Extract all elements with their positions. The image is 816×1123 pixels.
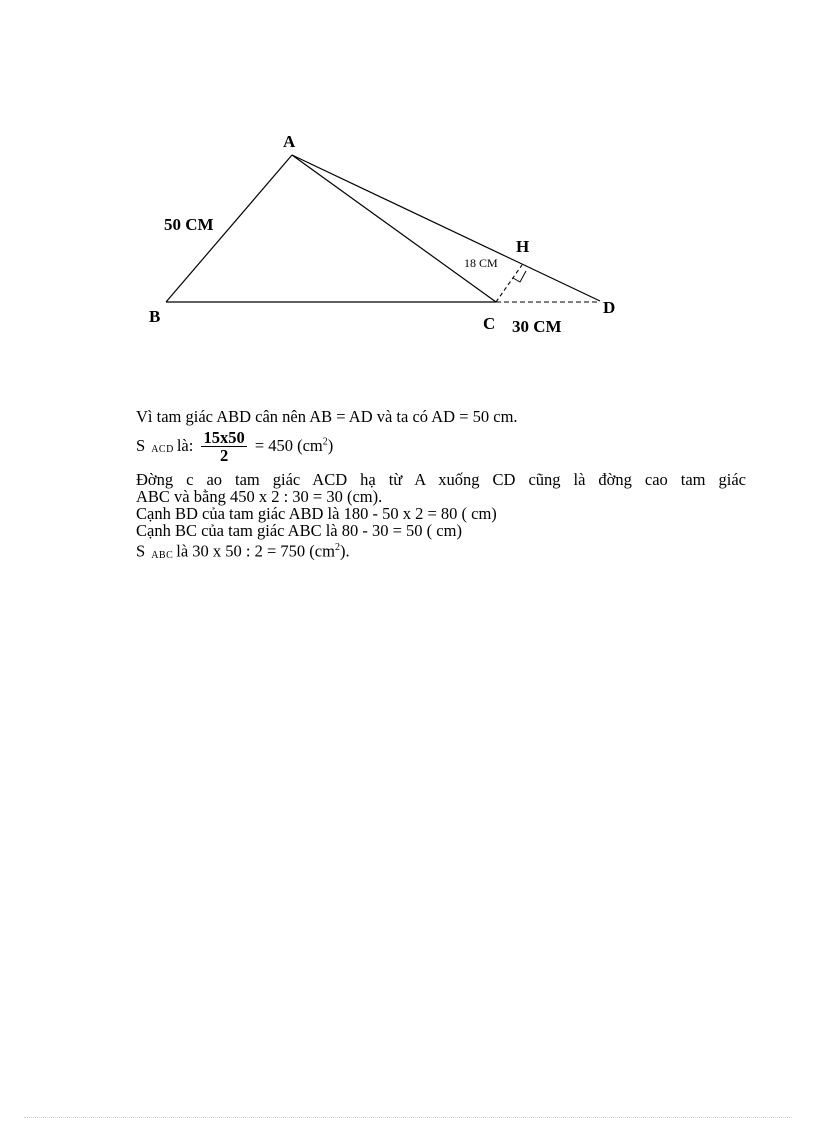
point-d-label: D [603, 298, 616, 317]
area-abc-superscript: 2 [334, 542, 340, 553]
area-abc-close: ). [339, 541, 350, 561]
area-subscript: ACD [151, 443, 174, 455]
page-footer-divider [24, 1117, 792, 1118]
solution-line-area-abc [136, 539, 746, 564]
area-abc-symbol: S [136, 541, 146, 561]
measure-ab-label: 50 CM [164, 215, 214, 234]
solution-line-4: ABC và bằng 450 x 2 : 30 = 30 (cm). [136, 487, 383, 506]
solution-line-5: Cạnh BD của tam giác ABD là 180 - 50 x 2 = 80 ( cm) [136, 504, 497, 523]
triangle-figure [0, 0, 816, 360]
area-superscript: 2 [322, 436, 328, 448]
fraction-numerator: 15x50 [203, 428, 245, 447]
right-angle-marker [513, 271, 526, 282]
point-b-label: B [149, 307, 161, 326]
fraction [201, 429, 246, 465]
area-result: = 450 (cm [254, 435, 323, 455]
solution-line-1: Vì tam giác ABD cân nên AB = AD và ta có AD = 50 cm. [136, 407, 518, 426]
area-abc-subscript: ABC [151, 549, 174, 561]
area-symbol: S [136, 435, 146, 455]
area-close: ) [327, 435, 334, 455]
edge-ac [292, 155, 496, 302]
solution-text [136, 408, 746, 564]
point-h-label: H [516, 237, 530, 256]
area-abc-rest: là 30 x 50 : 2 = 750 (cm [176, 541, 335, 561]
solution-line-area-acd [136, 429, 746, 465]
altitude-ch-dashed [496, 265, 522, 302]
area-la: là: [176, 435, 194, 455]
measure-ch-label: 18 CM [464, 256, 498, 270]
fraction-denominator: 2 [219, 446, 229, 465]
edge-ad [292, 155, 600, 301]
solution-line-6: Cạnh BC của tam giác ABC là 80 - 30 = 50 ( cm) [136, 521, 462, 540]
point-c-label: C [483, 314, 496, 333]
point-a-label: A [283, 132, 296, 151]
measure-cd-label: 30 CM [512, 317, 562, 336]
solution-line-3: Đờng c ao tam giác ACD hạ từ A xuống CD cũng là đờng cao tam giác [136, 470, 746, 489]
